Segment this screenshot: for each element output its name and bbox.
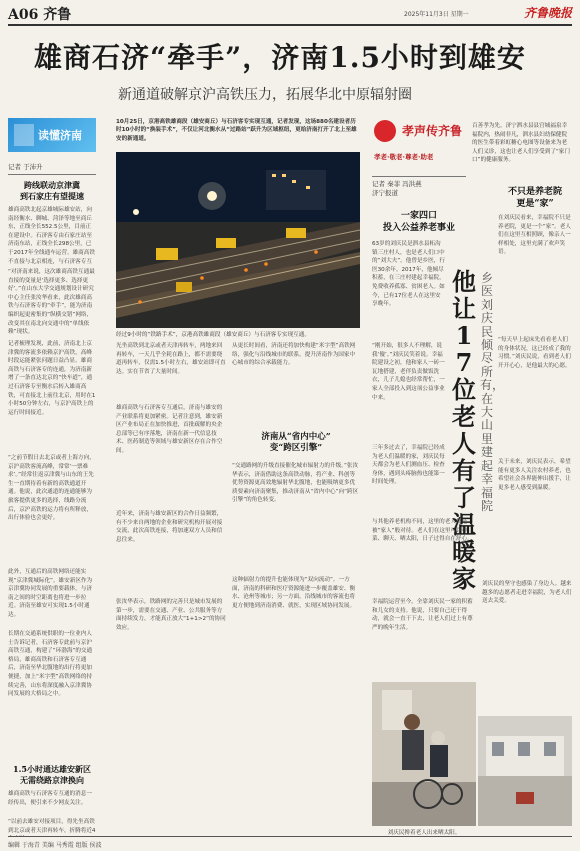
article-lead: 百善孝为先。济宁泗水县县官城福泉幸福院内，热闹非凡，泗水县妇幼保健院的医生带着彩虹糖心电图等设备来为老人们义诊，这也让老人们享受到了“家门口”的健康服务。: [472, 123, 570, 164]
header-rule: [8, 24, 572, 26]
reporter-byline: 记者 于沛升: [8, 163, 43, 171]
article-paragraph: 雄商高铁与石济客专互通的消息一经传出，便引来不少网友关注。: [8, 791, 92, 806]
subheading: 跨线联动京津冀 到石家庄有望提速: [20, 180, 84, 201]
right-section: [372, 118, 572, 838]
article-paragraph: 记者梳理发现，此前，济南北上京津冀的客流多依赖京沪高铁，高峰时段运能紧张问题日益凸显。雄商高铁与石济客专的连通，为济南新增了一条直达北京的“快车道”，通过石济客专至衡水后转入雄商高铁，可直接北上前往北京，用时在1小时50分钟左右，与京沪高铁上的运行时间接近。: [8, 341, 96, 416]
article-paragraph: “以前去雄安对接项目，得先坐高铁到北京或者天津再转车，折腾将近4: [8, 819, 96, 834]
article-paragraph: 63岁的刘庆民是泗水县柘沟镇三庄村人，也是老人们口中的“刘大夫”。他曾是乡医，行医30余年。2017年，他倾尽积蓄，在三庄村建起幸福院，免费收养孤寡、贫困老人。如今，已有17位老人在这里安享晚年。: [372, 241, 445, 308]
article-paragraph: 三年多过去了，幸福院已经成为老人们温暖的家，刘庆民每天都会为老人们测血压、检查身体，遇到头疼脑热也能第一时间处理。: [372, 445, 445, 486]
newspaper-logo: 齐鲁晚报: [523, 6, 572, 20]
page-header: [8, 4, 572, 22]
article-paragraph: 与其他养老机构不同，这里的老人都是被“家人”般对待。老人们在这里可以种菜、聊天、晒太阳，日子过得自在舒心。: [372, 519, 473, 543]
subheading: 济南从“省内中心” 变“跨区引擎”: [261, 432, 331, 453]
column-banner-title: 读懂济南: [38, 129, 82, 142]
article-paragraph: 在刘庆民看来，幸福院不只是养老院，更是一个“家”。老人们在这里互相照顾，像亲人一样相处，这里充满了欢声笑语。: [498, 215, 571, 256]
edition-label: A06 齐鲁: [8, 7, 72, 23]
banner-graphic: [14, 124, 34, 146]
footer-rule: [8, 836, 572, 837]
main-headline: 雄商石济“牵手”，济南1.5小时到雄安: [34, 41, 526, 74]
article-paragraph: “每天早上起床先看看老人们的身体状况，这已经成了我的习惯。”刘庆民说，看到老人们开开心心，是他最大的心愿。: [498, 337, 571, 369]
article-paragraph: 长期在交通系统供职的一位业内人士告诉记者，石济客专此前与京沪高铁互通，构建了“环渤海”的交通格局，雄商高铁和石济客专互通后，济南至华北腹地的出行将更加便捷，加上“米字型”高铁网络的持续完善，山东将深度融入京津冀协同发展的大格局之中。: [8, 631, 93, 698]
article-paragraph: 从更长时间看，济南还将加快构建“米字型”高铁网络，强化与沿线城市的联系，提升济南作为国家中心城市的综合承载能力。: [232, 343, 356, 367]
feature-subheadline: 乡医刘庆民倾尽所有，在大山里建起幸福院: [480, 271, 505, 513]
subheading: 不只是养老院 更是“家”: [507, 187, 562, 209]
article-paragraph: 张汝华表示，铁路网的完善只是城市发展的第一步，需要在交通、产业、公共服务等方面持续发力，才能真正放大“1+1>2”的协同效应。: [116, 599, 226, 631]
reporter-byline: 记者 秦菲 冯洪燕 济宁报道: [372, 180, 422, 197]
article-paragraph: 雄商高铁与石济客专互通后，济南与雄安的产业联系将更加紧密。记者注意到，雄安新区产业布局正在加快推进，首批疏解的央企总部等已有序落地，济南在新一代信息技术、医药制造等领域与雄安新区存在合作空间。: [116, 405, 223, 454]
article-paragraph: “对济南来说，这次雄商高铁互通最直接的变量是‘选择更多、选择更好’。”在山东大学交通规划设计研究中心主任张汝华看来，此次雄商高铁与石济客专的“牵手”，能为济南编织起更密集的“纵横交错”网络，改变其在南北向交通中的“单线依赖”现状。: [8, 269, 95, 336]
article-paragraph: 此外，互通后的高铁网络还能实现“京津冀城际化”。雄安新区作为京津冀协同发展的重要载体，与济南之间的时空距离也将进一步拉近。济南至雄安可实现1.5小时通达。: [8, 569, 93, 618]
article-paragraph: 雄商高铁北起京雄城际雄安站，向南经衡水、聊城、菏泽等地至商丘东，正线全长552.5公里，目前正在建设中。石济客专由石家庄站至济南东站，正线全长298公里，已于2017年全线通车运营。雄商高铁不直接与北京相连，与石济客专互: [8, 207, 95, 265]
article-paragraph: 光坐高铁到北京或者天津再转车，两地来回再转车，一天几乎全耗在路上，都不需要绕道再转车，仅需1.5小时左右，雄安站即可直达。实在节省了大量时间。: [116, 343, 226, 375]
article-paragraph: “刚开始，很多人不理解，说我‘傻’。”刘庆民笑着说。幸福院建设之初，他和家人一砖一瓦地搭建，老伴负责做饭洗衣，儿子儿媳也经常帮忙，一家人全部投入到这项公益事业中来。: [372, 343, 445, 401]
column-title: 孝声传齐鲁: [402, 124, 463, 138]
divider: [8, 174, 96, 175]
photo-caption: 刘庆民搀着老人出来晒太阳。: [387, 830, 461, 836]
left-column: [8, 118, 96, 838]
column-banner: [8, 118, 96, 152]
article-paragraph: 这种辐射力的提升也能体现为“双向流动”。一方面，济南的科研和医疗资源能进一步覆盖雄安、衡水、沧州等城市；另一方面，沿线城市的客流也将更方便地到济南消费、就医，实现区域协同发展。: [232, 577, 356, 609]
feature-headline: 他让17位老人有了温暖家: [452, 267, 476, 593]
photo-caption: 经过9小时的“铁路手术”，京港高铁雄商段（雄安商丘）与石济客专实现互通。: [116, 332, 310, 338]
article-lead: 10月25日，京港高铁雄商段（雄安商丘）与石济客专实现互通，记者发现，这场880名建设者历时10小时的“换装手术”，不仅让河北衡水从“过路站”跃升为区域枢纽，更给济南打开了北上至雄安的新通道。: [116, 119, 357, 142]
page-footer: 编辑 于海青 美编 马秀霞 组版 侯波: [8, 842, 102, 849]
article-paragraph: 关于未来，刘庆民表示，希望能有更多人关注农村养老，也希望社会各界能伸出援手，让更多老人感受到温暖。: [498, 459, 571, 491]
column-slogan: 孝老·敬老·尊老·助老: [374, 153, 434, 161]
heart-logo-icon: [374, 120, 396, 142]
main-subheadline: 新通道破解京沪高铁压力，拓展华北中原辐射圈: [118, 87, 412, 103]
divider: [372, 176, 466, 177]
article-paragraph: “交通路网的升级直接催化城市辐射力的升级。”张汝华表示，济南借助这条高铁动脉，将产业、科创等优势资源更高效地辐射华北腹地，也能吸纳更多优质要素向济南聚集，推动济南从“省内中心”向“跨区引擎”的角色转变。: [232, 463, 359, 504]
article-paragraph: 近年来，济南与雄安新区的合作日益频繁，有不少来自两地的企业和研究机构开展对接交流，此次高铁连接，将加速双方人员和信息往来。: [116, 511, 223, 543]
subheading: 1.5小时通达雄安新区 无需绕路京津换向: [13, 764, 91, 785]
issue-date: 2025年11月3日 星期一: [404, 11, 469, 18]
railway-construction-photo: [116, 152, 360, 328]
elderly-care-photo: [372, 682, 476, 826]
subheading: 一家四口 投入公益养老事业: [382, 211, 455, 233]
article-paragraph: “之前节假日去北京或者上海方向，京沪高铁客流高峰，常常‘一票难求’。”经常往返京津冀与山东的王先生一直期待着有新的高铁通道开通。他说，此次通道的连通能够为旅客提供更多的选择，线路分流后，京沪高铁的运力将有所释放，出行体验也会更好。: [8, 455, 95, 522]
article-paragraph: 幸福院运营至今，全靠刘庆民一家的积蓄和儿女的支持。他说，只要自己还干得动，就会一直干下去，让老人们过上有尊严的晚年生活。: [372, 599, 473, 631]
nursing-home-photo: [478, 716, 572, 826]
article-paragraph: 刘庆民的坚守也感染了身边人。越来越多的志愿者走进幸福院，为老人们送去关爱。: [482, 581, 572, 605]
